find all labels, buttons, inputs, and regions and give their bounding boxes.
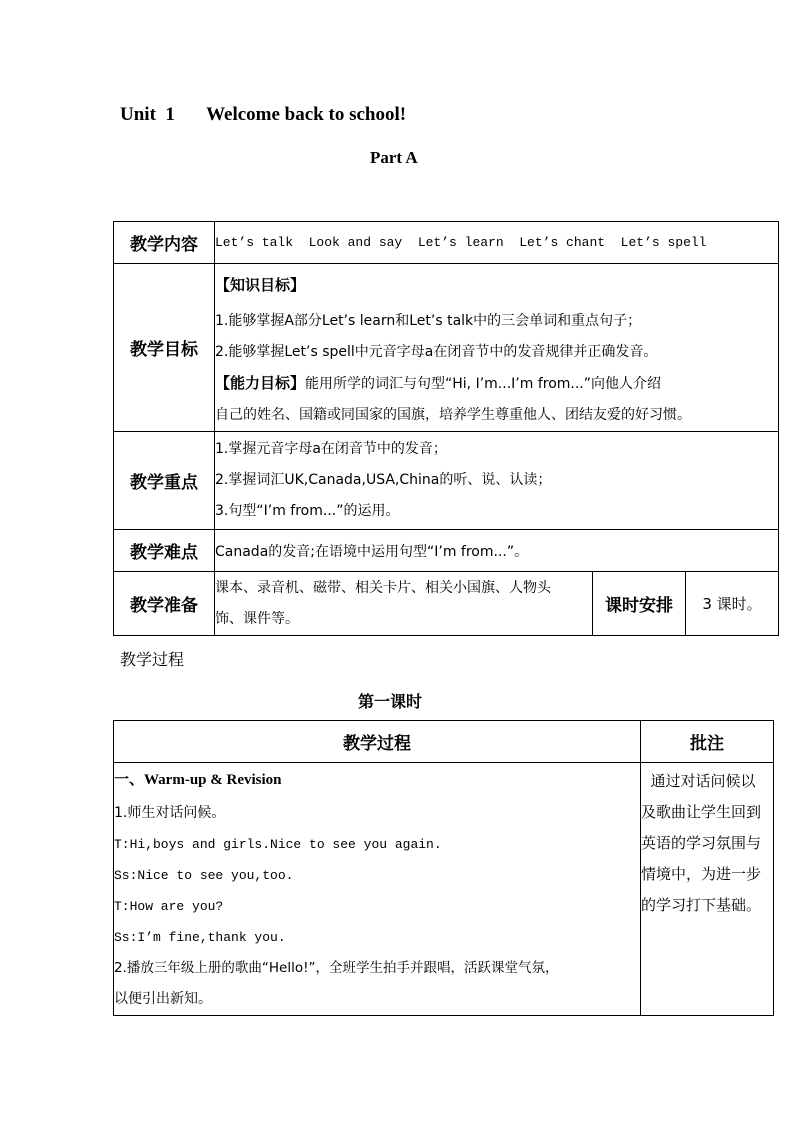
dialogue-line: Ss:I’m fine,thank you. <box>114 930 286 945</box>
process-line: 1.师生对话问候。 <box>114 805 226 821</box>
process-content <box>114 763 641 1016</box>
process-col-header: 教学过程 <box>114 721 641 763</box>
content-value: Let’s talk Look and say Let’s learn Let’s chant Let’s spell <box>215 222 779 264</box>
note-line: 情境中，为进一步 <box>641 865 762 883</box>
lesson-info-table <box>113 221 779 636</box>
goals-label: 教学目标 <box>114 264 215 432</box>
unit-title <box>120 104 406 126</box>
key-points-cell <box>215 432 779 530</box>
ability-goal <box>215 368 778 400</box>
dialogue-line: T:Hi,boys and girls.Nice to see you again. <box>114 837 442 852</box>
difficulties-label: 教学难点 <box>114 530 215 572</box>
ability-goal-text-cont: 自己的姓名、国籍或同国家的国旗，培养学生尊重他人、团结友爱的好习惯。 <box>215 407 691 423</box>
lesson-title: 第一课时 <box>358 692 423 711</box>
part-title: Part A <box>370 148 418 167</box>
note-line: 及歌曲让学生回到 <box>641 803 762 821</box>
goal-item: 1.能够掌握A部分Let’s learn和Let’s talk中的三会单词和重点句子； <box>215 313 642 329</box>
process-line: 以便引出新知。 <box>114 991 212 1007</box>
note-line: 通过对话问候以 <box>641 772 756 790</box>
key-point-item: 1.掌握元音字母a在闭音节中的发音； <box>215 441 447 457</box>
preparation-label: 教学准备 <box>114 572 215 636</box>
key-points-label: 教学重点 <box>114 432 215 530</box>
key-point-item: 2.掌握词汇UK,Canada,USA,China的听、说、认读； <box>215 472 552 488</box>
preparation-value: 课本、录音机、磁带、相关卡片、相关小国旗、人物头 <box>215 579 551 596</box>
difficulties-value: Canada的发音;在语境中运用句型“I’m from...”。 <box>215 530 779 572</box>
dialogue-line: T:How are you? <box>114 899 224 914</box>
preparation-cell <box>215 572 593 636</box>
schedule-value: 3 课时。 <box>686 572 779 636</box>
schedule-label: 课时安排 <box>593 572 686 636</box>
notes-col-header: 批注 <box>641 721 774 763</box>
unit-name: Welcome back to school! <box>206 104 407 125</box>
note-line: 的学习打下基础。 <box>641 896 762 914</box>
knowledge-goal-heading: 【知识目标】 <box>215 276 306 294</box>
preparation-value-cont: 饰、课件等。 <box>215 610 299 627</box>
ability-goal-text: 能用所学的词汇与句型“Hi, I’m...I’m from...”向他人介绍 <box>305 376 662 392</box>
note-line: 英语的学习氛围与 <box>641 834 762 852</box>
dialogue-line: Ss:Nice to see you,too. <box>114 868 294 883</box>
section-title: 一、Warm-up & Revision <box>114 772 282 788</box>
goals-cell <box>215 264 779 432</box>
unit-number: Unit 1 <box>120 104 175 125</box>
ability-goal-heading: 【能力目标】 <box>215 374 306 392</box>
process-line: 2.播放三年级上册的歌曲“Hello!”，全班学生拍手并跟唱，活跃课堂气氛， <box>114 960 559 976</box>
goal-item: 2.能够掌握Let’s spell中元音字母a在闭音节中的发音规律并正确发音。 <box>215 344 658 360</box>
content-label: 教学内容 <box>114 222 215 264</box>
notes-content <box>641 763 774 1016</box>
process-heading: 教学过程 <box>120 650 185 669</box>
key-point-item: 3.句型“I’m from...”的运用。 <box>215 503 400 519</box>
process-table <box>113 720 774 1016</box>
